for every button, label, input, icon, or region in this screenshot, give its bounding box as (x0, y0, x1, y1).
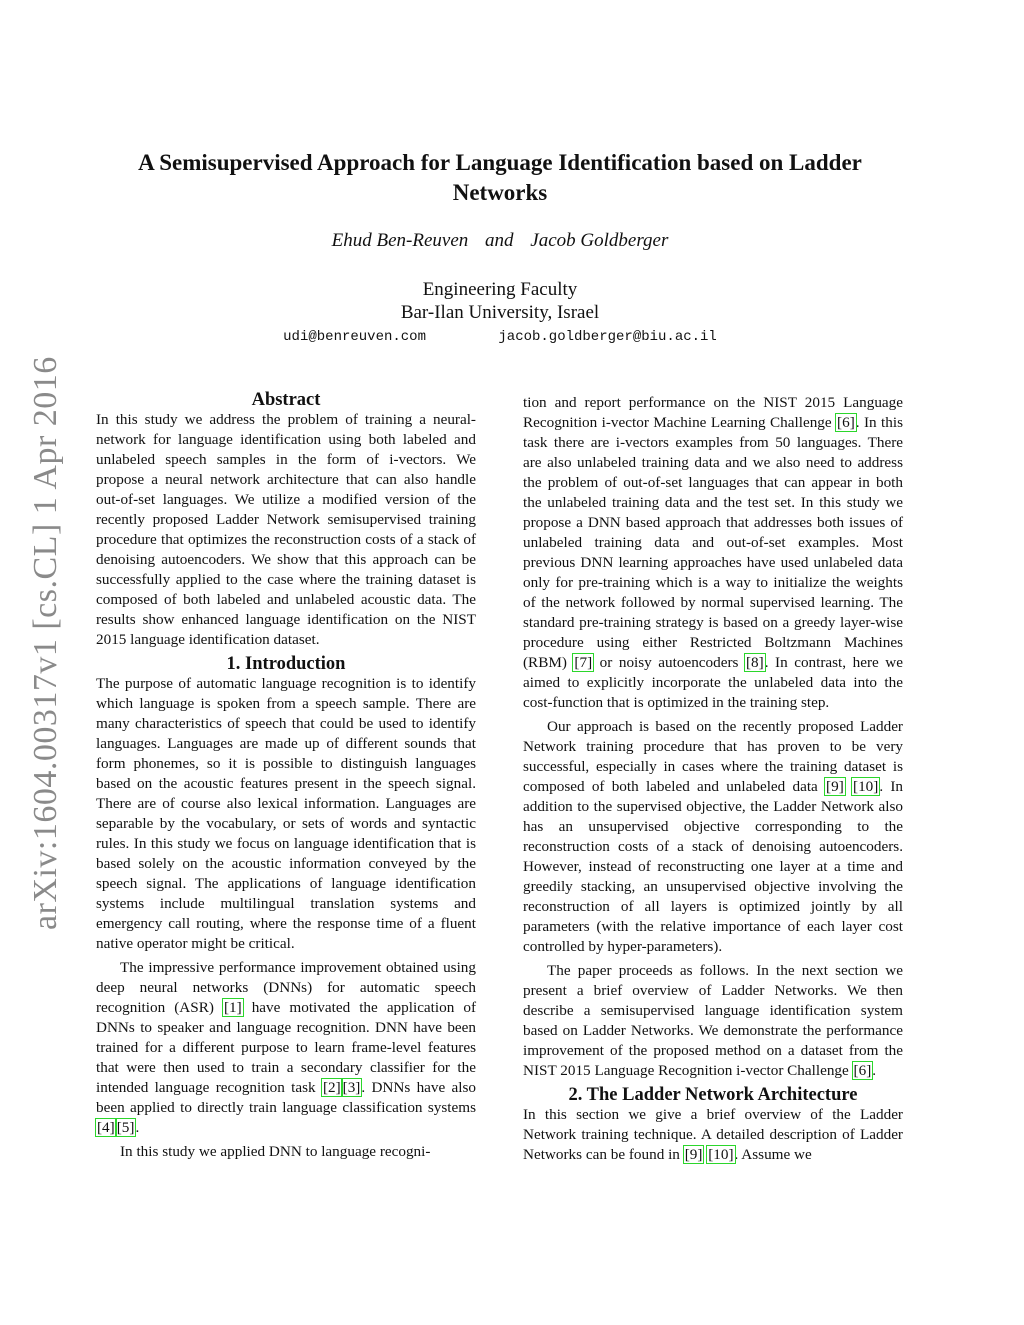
intro-paragraph-4 (523, 717, 903, 957)
intro-paragraph-3-cont (523, 393, 903, 713)
text-run: or noisy autoencoders (593, 654, 745, 671)
text-run: The impressive performance improvement obtained using deep neural networks (DNNs) for automatic speech recognition (ASR) (96, 959, 476, 1016)
email-author-2: jacob.goldberger@biu.ac.il (498, 329, 717, 345)
author-conjunction: and (485, 230, 514, 251)
text-run: have motivated the application of DNNs to speaker and language recognition. DNN have been trained for a different purpose to learn frame-level features that were then used to train a secondary classifier for the intended language recognition task (96, 999, 476, 1096)
text-run: . In addition to the supervised objective, the Ladder Network also has an unsupervised objective corresponding to the reconstruction costs of a stack of denoising autoencoders. However, instead of reconstructing one layer at a time and greedily stacking, an unsupervised objective involving the reconstruction of all layers is optimized jointly by all parameters (with the relative importance of each layer cost controlled by hyper-parameters). (523, 778, 904, 955)
citation-link[interactable]: [3] (342, 1079, 361, 1096)
text-run: In this section we give a brief overview of the Ladder Network training technique. A detailed description of Ladder Networks can be found in (523, 1106, 903, 1163)
citation-link[interactable]: [8] (745, 654, 764, 671)
affiliation (0, 278, 1000, 324)
citation-link[interactable]: [9] (684, 1146, 703, 1163)
right-column (523, 393, 903, 1169)
paper-title: A Semisupervised Approach for Language Identification based on Ladder Networks (138, 150, 862, 205)
section-2-heading: 2. The Ladder Network Architecture (568, 1085, 858, 1105)
section-2-paragraph-1 (523, 1105, 903, 1165)
citation-link[interactable]: [4] (97, 1119, 115, 1136)
abstract-text: In this study we address the problem of training a neural-network for language identification using both labeled and unlabeled speech samples in the form of i-vectors. We propose a neural network architecture that can also handle out-of-set languages. We utilize a modified version of the recently proposed Ladder Network semisupervised training procedure that optimizes the reconstruction costs of a stack of denoising autoencoders. We show that this approach can be successfully applied to the case where the training dataset is composed of both labeled and unlabeled acoustic data. The results show enhanced language identification on the NIST 2015 language identification dataset. (96, 411, 476, 648)
abstract-heading: Abstract (251, 390, 321, 410)
intro-paragraph-3-start: In this study we applied DNN to language recogni- (120, 1143, 431, 1160)
text-run: tion and report performance on the NIST 2015 Language Recognition i-vector Machine Learning Challenge (523, 394, 903, 431)
author-1: Ehud Ben-Reuven (331, 230, 469, 251)
citation-link[interactable]: [10] (853, 778, 879, 795)
text-run: . DNNs have also been applied to directly train language classification systems (96, 1079, 477, 1116)
email-author-1: udi@benreuven.com (283, 329, 426, 345)
intro-paragraph-2 (96, 958, 476, 1138)
text-run: . In this task there are i-vectors examples from 50 languages. There are also unlabeled training data and we also need to address the problem of out-of-set languages that can appear in both the unlabeled training data and the test set. In this study we propose a DNN based approach that addresses both issues of unlabeled training data and out-of-set examples. Most previous DNN learning approaches have used unlabeled data only for pre-training which is a way to initialize the weights of the network followed by normal supervised learning. The standard pre-training strategy is based on a greedy layer-wise procedure using either Restricted Boltzmann Machines (RBM) (523, 414, 903, 671)
citation-link[interactable]: [9] (826, 778, 844, 795)
citation-link[interactable]: [10] (708, 1146, 734, 1163)
text-run: . (872, 1062, 877, 1079)
affiliation-university: Bar-Ilan University, Israel (400, 302, 600, 323)
arxiv-identifier: arXiv:1604.00317v1 [cs.CL] 1 Apr 2016 (27, 356, 64, 930)
citation-link[interactable]: [1] (223, 999, 242, 1016)
intro-paragraph-1: The purpose of automatic language recognition is to identify which language is spoken from a speech sample. There are many characteristics of speech that could be used to identify languages. Languages are made up of different sounds that form phonemes, so it is possible to distinguish languages based on the acoustic features present in the speech signal. There are of course also lexical information. Languages are separable by the vocabulary, or sets of words and syntactic rules. In this study we focus on language identification that is based solely on the acoustic information conveyed by the speech signal. The applications of language identification systems include multilingual translation systems and emergency call routing, where the response time of a fluent native operator might be critical. (96, 675, 476, 952)
introduction-heading: 1. Introduction (226, 654, 346, 674)
intro-paragraph-5 (523, 961, 903, 1081)
citation-link[interactable]: [2] (322, 1079, 341, 1096)
citation-link[interactable]: [6] (837, 414, 855, 431)
author-line (0, 230, 1000, 252)
author-2: Jacob Goldberger (530, 230, 669, 251)
text-run: The paper proceeds as follows. In the next section we present a brief overview of Ladder Networks. We then describe a semisupervised language identification system based on Ladder Networks. We demonstrate the performance improvement of the proposed method on a dataset from the NIST 2015 Language Recognition i-vector Challenge (523, 962, 903, 1079)
affiliation-faculty: Engineering Faculty (422, 279, 578, 300)
citation-link[interactable]: [6] (853, 1062, 872, 1079)
citation-link[interactable]: [7] (574, 654, 593, 671)
left-column (96, 390, 476, 1166)
text-run: . Assume we (734, 1146, 812, 1163)
text-run: Our approach is based on the recently proposed Ladder Network training procedure that has proven to be very successful, especially in cases where the training dataset is composed of both labeled and unlabeled data (523, 718, 903, 795)
text-run: . (135, 1119, 140, 1136)
email-line (0, 329, 1000, 345)
text-run: . In contrast, here we aimed to explicitly incorporate the unlabeled data into the cost-function that is optimized in the training step. (523, 654, 903, 711)
citation-link[interactable]: [5] (116, 1119, 135, 1136)
